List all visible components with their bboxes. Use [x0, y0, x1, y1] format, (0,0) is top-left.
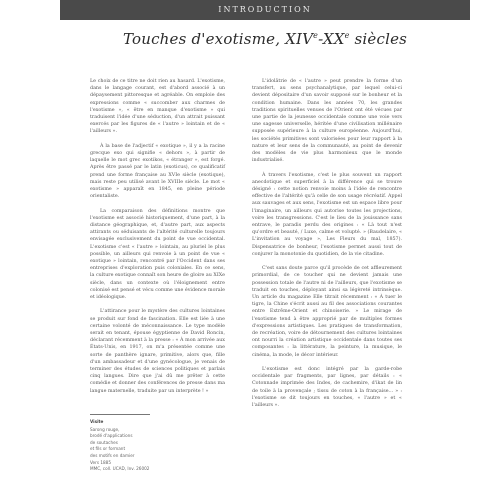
page-title [60, 30, 470, 48]
left-paragraph-1: Le choix de ce titre ne doit rien au hasard. L'exotisme, dans le langage courant, est d'abord associé à un dépaysement pittoresque et agréable. On emploie des expressions comme « succomber aux charmes de l'exotisme », « être en manque d'exotisme » qui traduisent l'idée d'une séduction, d'un attrait puissant exercés par les figures de « l'autre » lointain et de « l'ailleurs ». [90, 79, 225, 135]
left-paragraph-2: À la base de l'adjectif « exotique », il y a la racine grecque exo qui signifie « dehors », à partir de laquelle le mot grec exotikos, « étranger », est forgé. Après être passé par le latin (exoticus), ce qualificatif prend une forme française au XVIe siècle (exotique), mais reste peu utilisé avant le XVIIIe siècle. Le mot « exotisme » apparaît en 1845, en pleine période orientaliste. [90, 143, 225, 200]
right-paragraph-3: C'est sans doute parce qu'il procède de cet affleurement primordial, de ce toucher qui ne devient jamais une possession totale de l'autre ni de l'ailleurs, que l'exotisme se traduit en touches, déployant ainsi sa légèreté intrinsèque. Un article du magazine Elle titrait récemment : « À tuer le tigre, la Chine s'écrit aussi au fil des associations courantes entre Extrême-Orient et chinoiserie. » Le mirage de l'exotisme tend à être approprié par de multiples formes d'expressions artistiques. Les pratiques de transformation, de recréation, voire de détournement des cultures lointaines ont nourri la création artistique occidentale dans toutes ses composantes : la littérature, la peinture, la musique, le cinéma, la mode, le décor intérieur. [252, 266, 402, 358]
caption-line: et fils or formant [90, 446, 126, 452]
left-column [90, 78, 225, 402]
right-paragraph-1: L'idolâtrie de « l'autre » peut prendre la forme d'un transfert, au sens psychanalytique, par lequel celui-ci devient dépositaire d'un savoir supposé sur le bonheur et la condition humaine. Dans les années 70, les grandes traditions spirituelles venues de l'Orient ont été vécues par une partie de la jeunesse occidentale comme une voie vers une sagesse universelle, héritée d'une civilisation millénaire supposée supérieure à la culture européenne. Aujourd'hui, les sociétés primitives sont valorisées pour leur rapport à la nature et leur sens de la communauté, au point de devenir des modèles de vie plus harmonieux que le monde industrialisé. [252, 79, 402, 164]
title-end: siècles [349, 30, 408, 48]
left-paragraph-4: L'attirance pour le mystère des cultures lointaines se produit sur fond de fascination. Elle est liée à une certaine volonté de méconnaissance. Le type modèle serait en tenant, épouse égyptienne de David Roncin, déclarant récemment à la presse : « À mon arrivée aux États-Unis, en 1917, on m'a présentée comme une sorte de panthère ignare, primitive, alors que, fille d'un ambassadeur et d'une gynécologue, je venais de terminer des études de sciences politiques et parlais cinq langues. Dire que j'ai dû me prêter à cette comédie et donner des conférences de presse dans ma langue maternelle, traduite par un interprète ! » [90, 309, 225, 394]
caption-line: brodé d'applications [90, 433, 133, 439]
caption-line: MMC, coll. UCAD, Inv. 26002 [90, 466, 150, 472]
caption-line: Vers 1885 [90, 459, 112, 465]
caption-line: de soutaches [90, 439, 118, 445]
title-mid: -XX [318, 30, 345, 48]
right-paragraph-2: À travers l'exotisme, c'est le plus souvent un rapport anecdotique et superficiel à la différence qui se trouve désigné : cette notion renvoie moins à l'idée de rencontre effective de l'altérité qu'à celle de son usage récréatif. Appel aux sauvages et aux sens, l'exotisme est un espace libre pour l'imaginaire, un ailleurs qui autorise toutes les projections, voire les transgressions. C'est le lieu de la jouissance sans entrave, le paradis perdu des origines : « Là tout n'est qu'ordre et beauté, / Luxe, calme et volupté. » (Baudelaire, « L'invitation au voyage », Les Fleurs du mal, 1857). Dispensatrice de bonheur, l'exotisme permet aussi tout de conjurer la monotonie du quotidien, de la vie citadine. [252, 172, 402, 257]
image-caption [90, 414, 150, 473]
right-column [252, 78, 402, 416]
caption-title: Visite [90, 419, 104, 424]
section-label: INTRODUCTION [218, 5, 312, 14]
caption-line: des motifs en damier [90, 452, 135, 458]
left-paragraph-3: La comparaison des définitions montre que l'exotisme est associé historiquement, d'une part, à la distance géographique, et, d'autre part, aux aspects attirants ou séduisants de l'altérité culturelle toujours envisagée exclusivement du point de vue occidental. L'exotisme c'est « l'autre » lointain, au pluriel le plus possible, un ailleurs qui renvoie à un point de vue « exotique » lointain, rencontré par l'Occident dans ses entreprises d'exploration puis coloniales. En ce sens, la culture exotique connaît son heure de gloire au XIXe siècle, dans un contexte où l'éloignement entre colonisé est pensé et vécu comme une évidence morale et idéologique. [90, 208, 225, 301]
right-paragraph-4: L'exotisme est donc intégré par la garde-robe occidentale par fragments, par lignes, par détails : « Cotonnade imprimée des Indes, de cachemire, d'ikat de lin de toile à la provençale ; tissu de coton à la française... » : l'exotisme se dit toujours en touches, « l'autre » et « l'ailleurs ». [252, 367, 402, 409]
title-sup-2: e [344, 31, 350, 40]
title-sup-1: e [313, 31, 319, 40]
caption-line: Sarong rouge, [90, 426, 120, 432]
title-main: Touches d'exotisme, XIV [122, 30, 314, 48]
